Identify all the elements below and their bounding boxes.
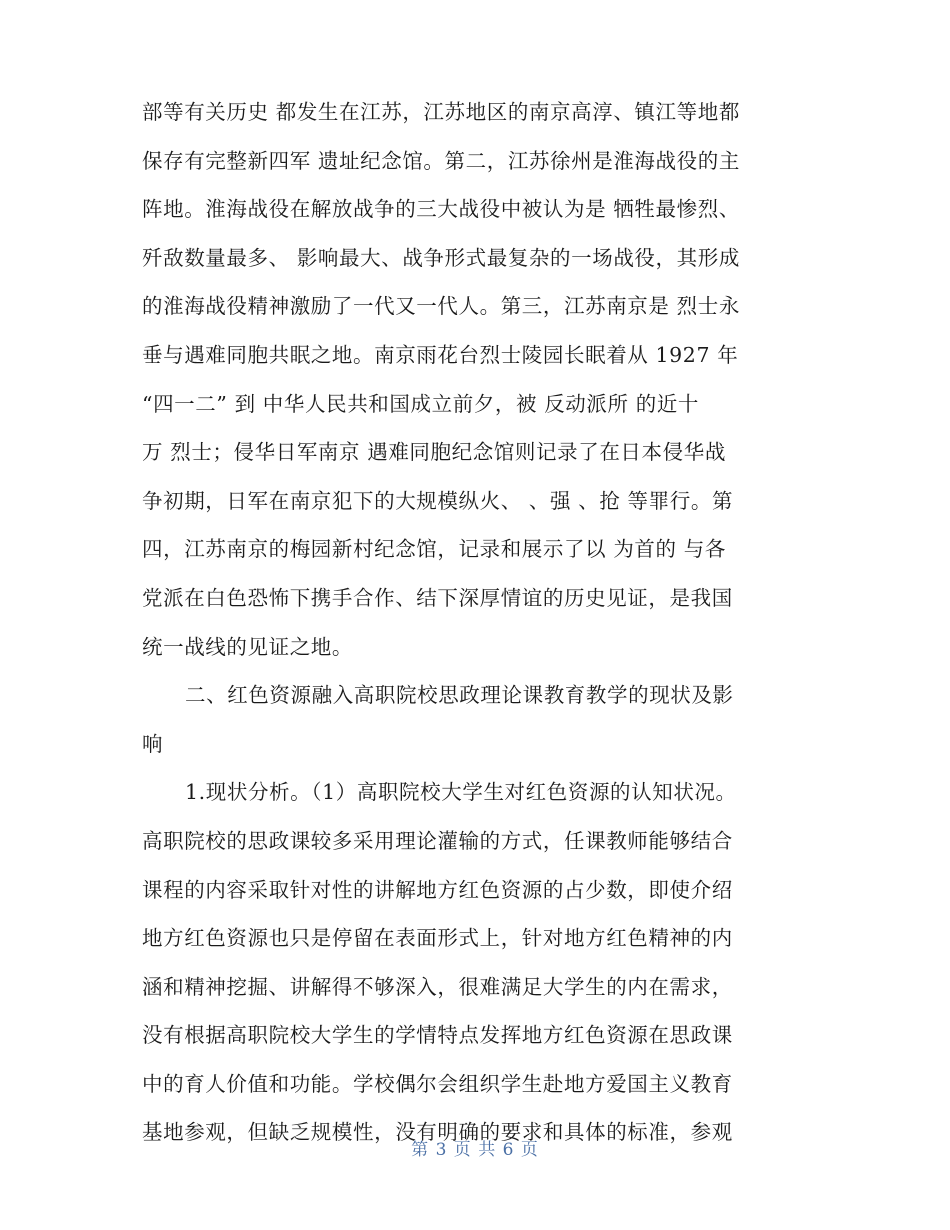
text-line: 1.现状分析。（1）高职院校大学生对红色资源的认知状况。: [185, 780, 737, 805]
text-line: 高职院校的思政课较多采用理论灌输的方式，任课教师能够结合: [142, 828, 733, 853]
text-line: 四，江苏南京的梅园新村纪念馆，记录和展示了以 为首的 与各: [142, 537, 726, 562]
text-line: 中的育人价值和功能。学校偶尔会组织学生赴地方爱国主义教育: [142, 1071, 733, 1096]
text-line: 阵地。淮海战役在解放战争的三大战役中被认为是 牺牲最惨烈、: [142, 197, 740, 222]
text-line: 垂与遇难同胞共眠之地。南京雨花台烈士陵园长眠着从 1927 年: [142, 342, 739, 367]
text-line: 歼敌数量最多、 影响最大、战争形式最复杂的一场战役，其形成: [142, 245, 740, 270]
text-line: 没有根据高职院校大学生的学情特点发挥地方红色资源在思政课: [142, 1023, 733, 1048]
text-line: 地方红色资源也只是停留在表面形式上，针对地方红色精神的内: [142, 926, 733, 951]
text-line: 的淮海战役精神激励了一代又一代人。第三，江苏南京是 烈士永: [142, 294, 740, 319]
page-number-label: 第 3 页 共 6 页: [411, 1140, 539, 1160]
text-line: 党派在白色恐怖下携手合作、结下深厚情谊的历史见证，是我国: [142, 585, 733, 610]
text-line: 统一战线的见证之地。: [142, 634, 353, 659]
text-line: 万 烈士；侵华日军南京 遇难同胞纪念馆则记录了在日本侵华战: [142, 440, 726, 465]
text-line: 涵和精神挖掘、讲解得不够深入，很难满足大学生的内在需求，: [142, 974, 733, 999]
body-text: [142, 88, 804, 1157]
page-footer: [0, 1135, 950, 1160]
text-line: 保存有完整新四军 遗址纪念馆。第二，江苏徐州是淮海战役的主: [142, 148, 740, 173]
text-line: 争初期，日军在南京犯下的大规模纵火、 、强 、抢 等罪行。第: [142, 488, 734, 513]
text-line: 课程的内容采取针对性的讲解地方红色资源的占少数，即使介绍: [142, 877, 733, 902]
text-line: 基地参观，但缺乏规模性，没有明确的要求和具体的标准，参观: [142, 1120, 733, 1145]
text-line: 部等有关历史 都发生在江苏，江苏地区的南京高淳、镇江等地都: [142, 100, 740, 124]
text-line: “四一二” 到 中华人民共和国成立前夕，被 反动派所 的近十: [142, 391, 700, 416]
section-heading: 二、红色资源融入高职院校思政理论课教育教学的现状及影: [185, 683, 734, 708]
section-heading-continued: 响: [142, 731, 164, 756]
